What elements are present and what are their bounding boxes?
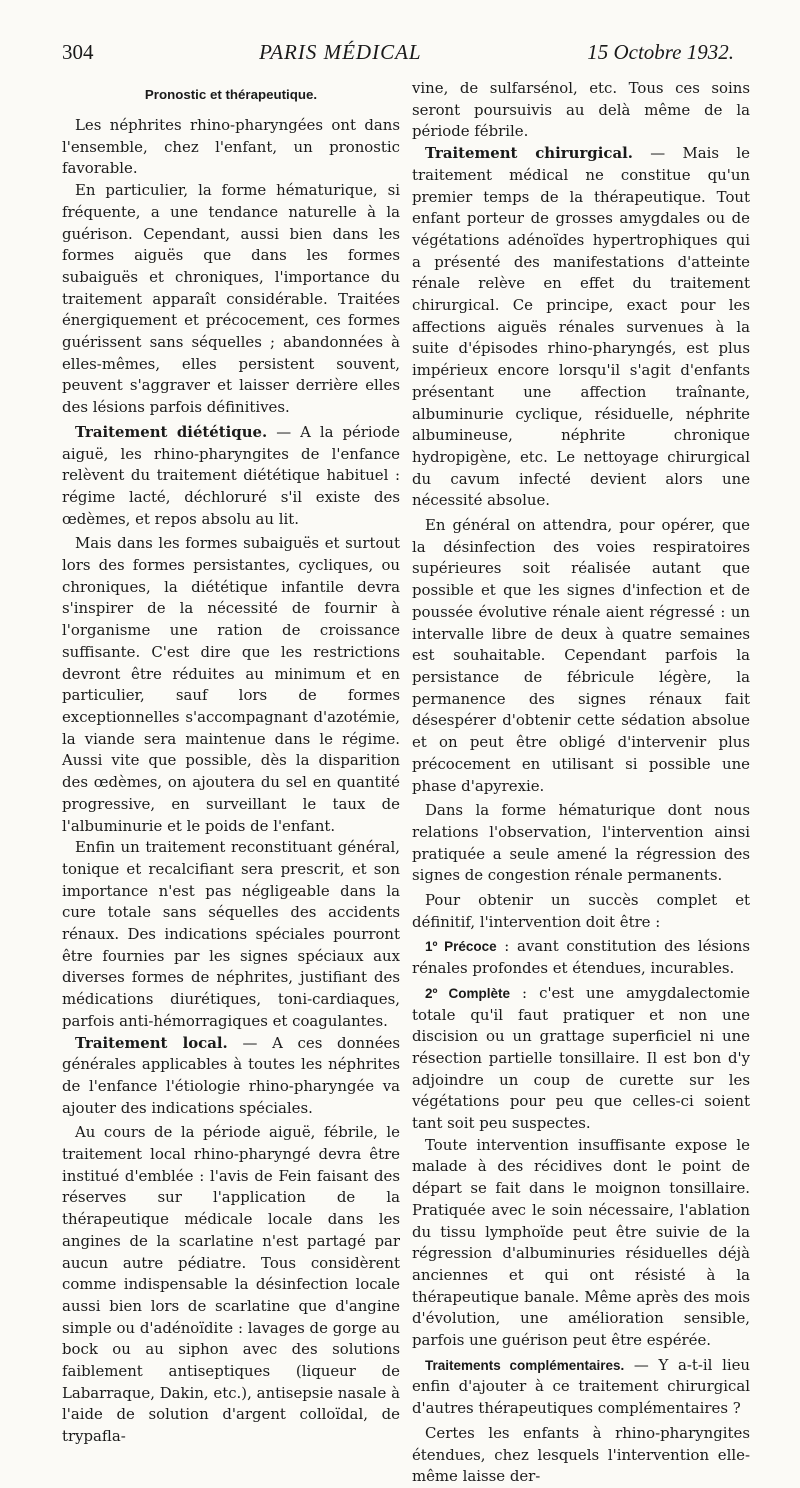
run-in-title: Traitement local. — [75, 1033, 228, 1052]
run-in-title: Traitement chirurgical. — [425, 144, 633, 163]
paragraph — [412, 143, 750, 512]
paragraph: Pour obtenir un succès complet et définitif, l'intervention doit être : — [412, 891, 750, 931]
paragraph: Toute intervention insuffisante expose le malade à des récidives dont le point de départ se fait dans le moignon tonsillaire. Pratiquée avec le soin nécessaire, l'ablation du tissu lymphoïde peut être suivie de la régression d'albuminuries résiduelles déjà anciennes et qui ont résisté à la thérapeutique banale. Même après des mois d'évolution, une amélioration sensible, parfois une guérison peut être espérée. — [412, 1135, 750, 1350]
paragraph: Au cours de la période aiguë, fébrile, le traitement local rhino-pharyngé devra être institué d'emblée : l'avis de Fein faisant des réserves sur l'application de la thérapeutique médicale locale dans les angines de la scarlatine n'est partagé par aucun autre pédiatre. Tous considèrent comme indispensable la désinfection locale aussi bien lors de scarlatine que d'angine simple ou d'adénoïdite : lavages de gorge au bock ou au siphon avec des solutions faiblement antiseptiques (liqueur de Labarraque, Dakin, etc.), antisepsie nasale à l'aide de solution d'argent colloïdal, de trypafla- — [62, 1123, 400, 1446]
left-column — [62, 79, 400, 1448]
paragraph: Certes les enfants à rhino-pharyngites étendues, chez lesquels l'intervention elle-même laisse der- — [412, 1423, 750, 1486]
paragraph-text: — Y a-t-il lieu enfin d'ajouter à ce traitement chirurgical d'autres thérapeutiques complémentaires ? — [412, 1355, 751, 1418]
paragraph: En particulier, la forme hématurique, si fréquente, a une tendance naturelle à la guérison. Cependant, aussi bien dans les formes aiguës que dans les formes subaiguës et chroniques, l'importance du traitement apparaît considérable. Traitées énergiquement et précocement, ces formes guérissent sans séquelles ; abandonnées à elles-mêmes, elles persistent souvent, peuvent s'aggraver et laisser derrière elles des lésions parfois définitives. — [62, 181, 400, 417]
run-in-title: Traitement diététique. — [75, 422, 268, 441]
paragraph: Les néphrites rhino-pharyngées ont dans l'ensemble, chez l'enfant, un pronostic favorable. — [62, 116, 400, 178]
paragraph: vine, de sulfarsénol, etc. Tous ces soins seront poursuivis au delà même de la période fébrile. — [412, 79, 750, 141]
paragraph-text: : avant constitution des lésions rénales profondes et étendues, incurables. — [412, 937, 750, 978]
run-in-title: Traitements complémentaires. — [425, 1357, 625, 1373]
paragraph-text: — Mais le traitement médical ne constitue qu'un premier temps de la thérapeutique. Tout enfant porteur de grosses amygdales ou de végétations adénoïdes hypertrophiques qui a présenté des manifestations d'atteinte rénale relève en effet du traitement chirurgical. Ce principe, exact pour les affections aiguës rénales survenues à la suite d'épisodes rhino-pharyngés, est plus impérieux encore lorsqu'il s'agit d'enfants présentant une affection traînante, albuminurie cyclique, résiduelle, néphrite albumineuse, néphrite chronique hydropigène, etc. Le nettoyage chirurgical du cavum infecté devient alors une nécessité absolue. — [412, 144, 750, 510]
paragraph: Mais dans les formes subaiguës et surtout lors des formes persistantes, cycliques, ou chroniques, la diététique infantile devra s'inspirer de la nécessité de fournir à l'organisme une ration de croissance suffisante. C'est dire que les restrictions devront être réduites au minimum et en particulier, sauf lors de formes exceptionnelles s'accompagnant d'azotémie, la viande sera maintenue dans le régime. Aussi vite que possible, dès la disparition des œdèmes, on ajoutera du sel en quantité progressive, en surveillant le taux de l'albuminurie et le poids de l'enfant. — [62, 534, 400, 835]
paragraph: Enfin un traitement reconstituant général, tonique et recalcifiant sera prescrit, et son importance n'est pas négligeable dans la cure totale sans séquelles des accidents rénaux. Des indications spéciales pourront être fournies par les signes spéciaux aux diverses formes de néphrites, justifiant des médications diurétiques, toni-cardiaques, parfois anti-hémorragiques et coagulantes. — [62, 838, 400, 1030]
paragraph-text: — A la période aiguë, les rhino-pharyngites de l'enfance relèvent du traitement diététique habituel : régime lacté, déchloruré s'il existe des œdèmes, et repos absolu au lit. — [62, 422, 400, 528]
issue-date: 15 Octobre 1932. — [587, 40, 734, 64]
running-header — [62, 40, 734, 70]
right-column — [412, 78, 750, 1488]
paragraph — [412, 936, 750, 979]
paragraph — [412, 983, 750, 1135]
section-heading: Pronostic et thérapeutique. — [144, 87, 318, 102]
journal-title: PARIS MÉDICAL — [259, 40, 422, 64]
paragraph: Dans la forme hématurique dont nous relations l'observation, l'intervention ainsi pratiquée a seule amené la régression des signes de congestion rénale permanents. — [412, 801, 750, 885]
page-number: 304 — [62, 40, 94, 64]
paragraph-text: : c'est une amygdalectomie totale qu'il faut pratiquer et non une discision ou un grattage superficiel ni une résection partielle tonsillaire. Il est bon d'y adjoindre un coup de curette sur les végétations pour peu que celles-ci soient tant soit peu suspectes. — [412, 983, 750, 1133]
run-in-title: 1º Précoce — [425, 939, 497, 955]
paragraph: En général on attendra, pour opérer, que la désinfection des voies respiratoires supérieures soit réalisée autant que possible et que les signes d'infection et de poussée évolutive rénale aient régressé : un intervalle libre de deux à quatre semaines est souhaitable. Cependant parfois la persistance de fébricule légère, la permanence des signes rénaux fait désespérer d'obtenir cette sédation absolue et on peut être obligé d'intervenir plus précocement en utilisant si possible une phase d'apyrexie. — [412, 516, 750, 795]
paragraph — [62, 422, 400, 531]
paragraph — [412, 1355, 750, 1420]
run-in-title: 2º Complète — [425, 985, 511, 1001]
paragraph-text: — A ces données générales applicables à toutes les néphrites de l'enfance l'étiologie rhino-pharyngée va ajouter des indications spéciales. — [62, 1033, 400, 1117]
paragraph — [62, 1033, 400, 1120]
